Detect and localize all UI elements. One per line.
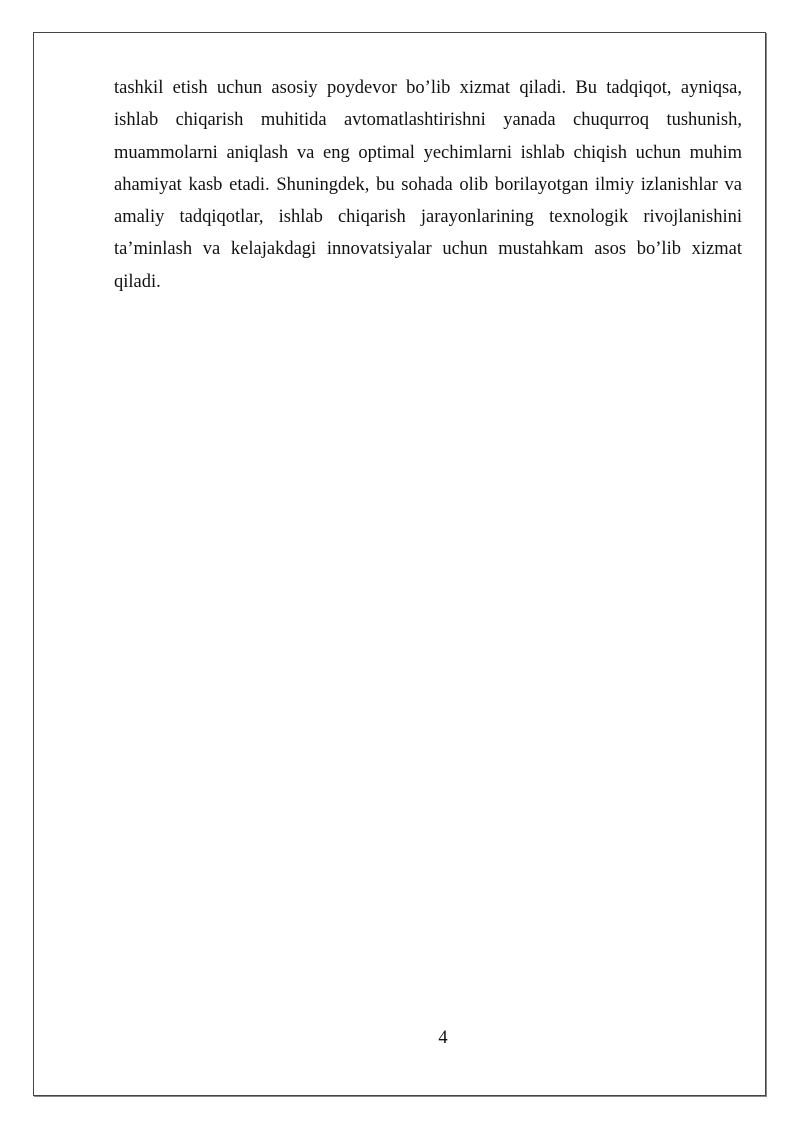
page-number: 4 — [438, 1028, 448, 1048]
body-paragraph: tashkil etish uchun asosiy poydevor bo’lib xizmat qiladi. Bu tadqiqot, ayniqsa, ishlab chiqarish muhitida avtomatlashtirishni yanada chuqurroq tushunish, muammolarni aniqlash va eng optimal yechimlarni ishlab chiqish uchun muhim ahamiyat kasb etadi. Shuningdek, bu sohada olib borilayotgan ilmiy izlanishlar va amaliy tadqiqotlar, ishlab chiqarish jarayonlarining texnologik rivojlanishini ta’minlash va kelajakdagi innovatsiyalar uchun mustahkam asos bo’lib xizmat qiladi. — [114, 78, 742, 292]
